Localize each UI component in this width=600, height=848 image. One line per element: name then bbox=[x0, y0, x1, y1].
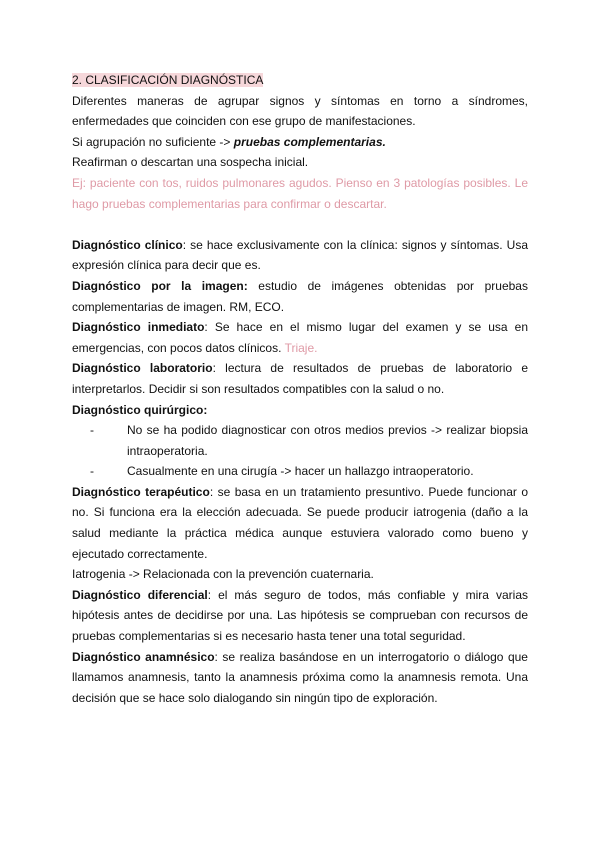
diagnostico-diferencial-term: Diagnóstico diferencial bbox=[72, 587, 208, 602]
diagnostico-inmediato bbox=[72, 317, 528, 358]
diagnostico-anamnesico-term: Diagnóstico anamnésico bbox=[72, 649, 215, 664]
diagnostico-clinico-term: Diagnóstico clínico bbox=[72, 237, 183, 252]
diagnostico-clinico bbox=[72, 235, 528, 276]
list-item-text: No se ha podido diagnosticar con otros medios previos -> realizar biopsia intraoperatoria. bbox=[127, 423, 528, 458]
diagnostico-inmediato-term: Diagnóstico inmediato bbox=[72, 320, 205, 335]
diagnostico-clinico-text: : se hace exclusivamente con la clínica: signos y síntomas. Usa expresión clínica para decir que es. bbox=[72, 237, 529, 273]
diagnostico-inmediato-text: : Se hace en el mismo lugar del examen y se usa en emergencias, con pocos datos clínicos. bbox=[72, 320, 528, 355]
diagnostico-imagen-text: estudio de imágenes obtenidas por pruebas complementarias de imagen. RM, ECO. bbox=[72, 278, 528, 314]
intro-agrupacion-prefix: Si agrupación no suficiente -> bbox=[72, 134, 234, 149]
blank-line bbox=[72, 214, 528, 235]
section-heading bbox=[72, 70, 528, 91]
intro-agrupacion bbox=[72, 132, 528, 153]
heading-text: 2. CLASIFICACIÓN DIAGNÓSTICA bbox=[72, 73, 264, 87]
diagnostico-terapeutico-text: : se basa en un tratamiento presuntivo. Puede funcionar o no. Si funciona era la elección adecuada. Se puede producir iatrogenia (daño a la salud mediante la práctica médica aunque estuviera valorado como bueno y ejecutado correctamente. bbox=[72, 484, 529, 561]
intro-reafirman: Reafirman o descartan una sospecha inicial. bbox=[72, 155, 309, 170]
diagnostico-terapeutico-term: Diagnóstico terapéutico bbox=[72, 484, 210, 499]
intro-example: Ej: paciente con tos, ruidos pulmonares agudos. Pienso en 3 patologías posibles. Le hago pruebas complementarias para confirmar o descartar. bbox=[72, 175, 528, 211]
dash-marker: - bbox=[90, 464, 94, 479]
diagnostico-terapeutico bbox=[72, 482, 528, 564]
diagnostico-imagen bbox=[72, 276, 528, 317]
list-item bbox=[90, 461, 528, 482]
pruebas-complementarias-emphasis: pruebas complementarias. bbox=[233, 134, 386, 149]
diagnostico-diferencial bbox=[72, 585, 528, 647]
triaje-note: Triaje. bbox=[284, 340, 318, 355]
diagnostico-laboratorio-term: Diagnóstico laboratorio bbox=[72, 361, 213, 376]
diagnostico-anamnesico-text: : se realiza basándose en un interrogatorio o diálogo que llamamos anamnesis, tanto la anamnesis próxima como la anamnesis remota. Una decisión que se hace solo dialogando sin ningún tipo de exploración. bbox=[72, 649, 528, 705]
list-item bbox=[90, 420, 528, 461]
intro-definition: Diferentes maneras de agrupar signos y síntomas en torno a síndromes, enfermedades que coinciden con ese grupo de manifestaciones. bbox=[72, 93, 528, 129]
iatrogenia-note: Iatrogenia -> Relacionada con la prevención cuaternaria. bbox=[72, 567, 374, 582]
diagnostico-quirurgico-term: Diagnóstico quirúrgico: bbox=[72, 402, 208, 417]
diagnostico-quirurgico bbox=[72, 400, 528, 421]
diagnostico-laboratorio bbox=[72, 358, 528, 399]
quirurgico-list bbox=[72, 420, 528, 482]
diagnostico-anamnesico bbox=[72, 647, 528, 709]
diagnostico-diferencial-text: : el más seguro de todos, más confiable y mira varias hipótesis antes de decidirse por una. Las hipótesis se comprueban con recursos de pruebas complementarias si es necesario hasta tener una total seguridad. bbox=[72, 587, 528, 644]
dash-marker: - bbox=[90, 423, 94, 438]
list-item-text: Casualmente en una cirugía -> hacer un hallazgo intraoperatorio. bbox=[127, 464, 474, 479]
diagnostico-laboratorio-text: : lectura de resultados de pruebas de laboratorio e interpretarlos. Decidir si son resultados compatibles con la salud o no. bbox=[72, 361, 529, 396]
diagnostico-imagen-term: Diagnóstico por la imagen: bbox=[72, 278, 248, 293]
